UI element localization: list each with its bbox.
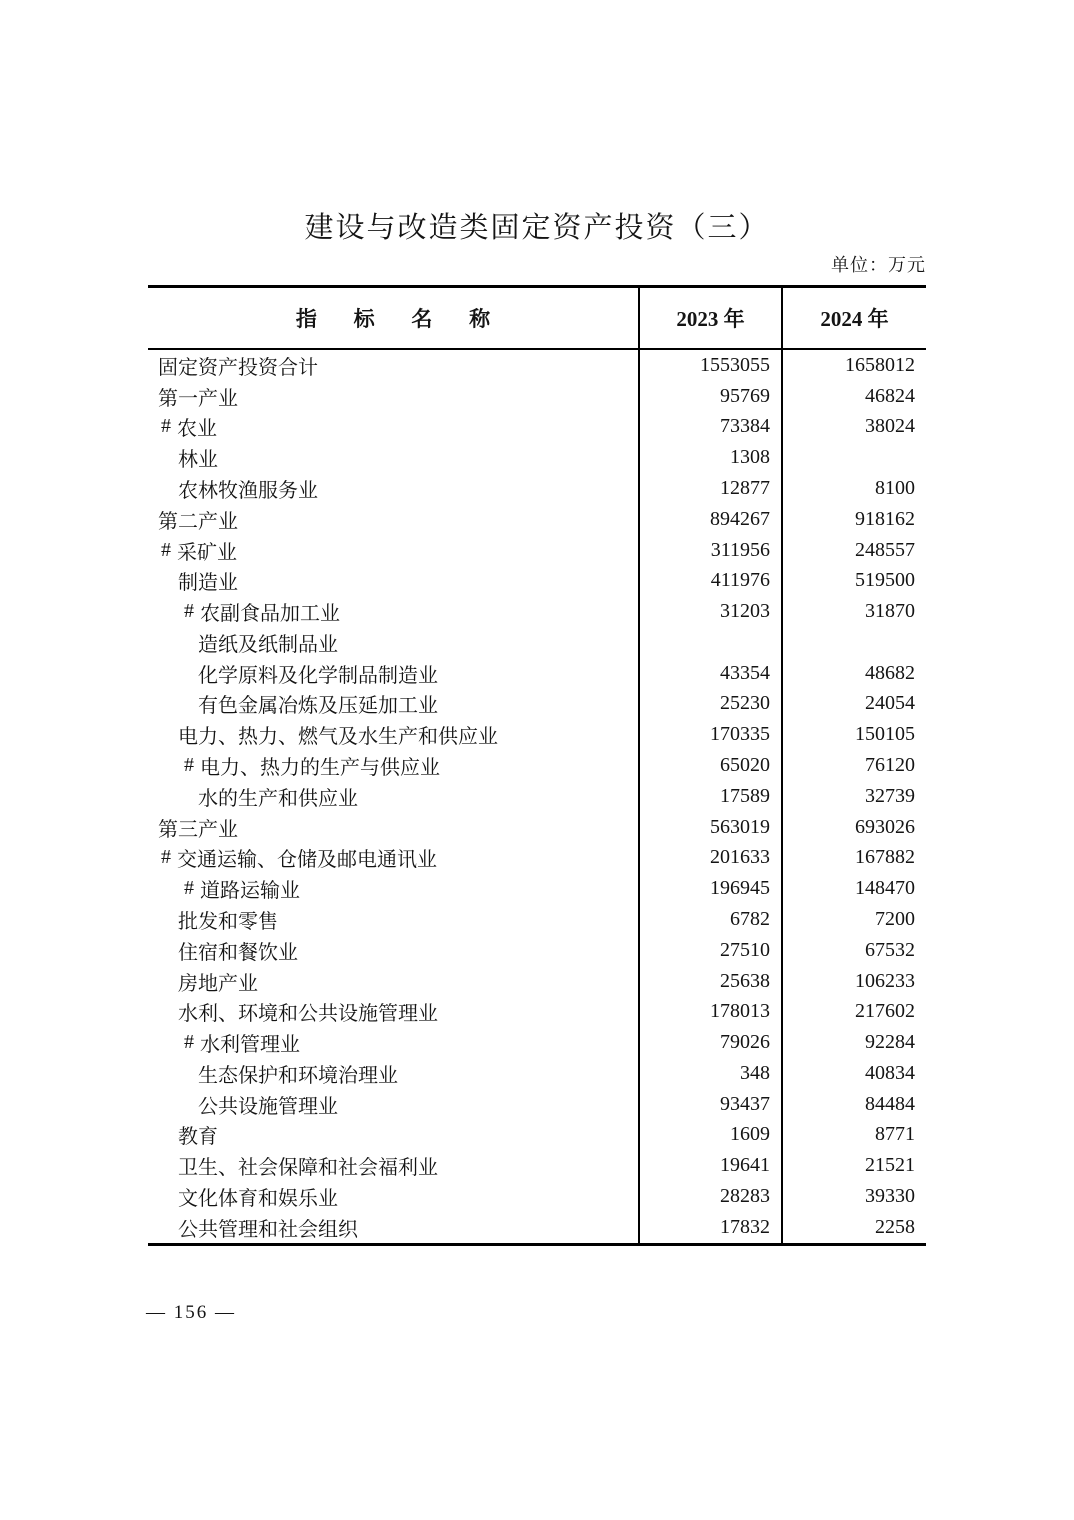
row-indicator-label: 批发和零售 <box>178 910 278 933</box>
row-indicator-label: 第三产业 <box>158 818 238 841</box>
row-indicator-cell <box>148 843 638 874</box>
table-row <box>148 535 926 566</box>
row-indicator-label: 第一产业 <box>158 387 238 410</box>
row-indicator-cell <box>148 1181 638 1212</box>
row-indicator-label: 文化体育和娱乐业 <box>178 1187 338 1210</box>
row-indicator-cell <box>148 596 638 627</box>
row-value-2023: 1308 <box>638 442 781 473</box>
row-value-2024: 1658012 <box>781 350 926 381</box>
table-row <box>148 627 926 658</box>
table-row <box>148 812 926 843</box>
row-indicator-label: 化学原料及化学制品制造业 <box>198 664 438 687</box>
table-row <box>148 1058 926 1089</box>
row-indicator-label: 住宿和餐饮业 <box>178 941 298 964</box>
page-title: 建设与改造类固定资产投资（三） <box>304 212 770 244</box>
row-indicator-cell <box>148 1120 638 1151</box>
row-value-2023: 27510 <box>638 935 781 966</box>
row-value-2024: 32739 <box>781 781 926 812</box>
row-value-2023: 1609 <box>638 1120 781 1151</box>
row-indicator-label: 公共设施管理业 <box>198 1095 338 1118</box>
row-indicator-label: 第二产业 <box>158 510 238 533</box>
page-number: — 156 — <box>146 1302 236 1323</box>
row-value-2023: 348 <box>638 1058 781 1089</box>
row-value-2024: 217602 <box>781 996 926 1027</box>
row-value-2024: 84484 <box>781 1089 926 1120</box>
row-value-2023: 170335 <box>638 719 781 750</box>
row-value-2023: 93437 <box>638 1089 781 1120</box>
row-value-2023: 894267 <box>638 504 781 535</box>
table-row <box>148 843 926 874</box>
hash-prefix: # <box>161 538 171 561</box>
row-indicator-label: 农林牧渔服务业 <box>178 480 318 503</box>
row-indicator-cell <box>148 904 638 935</box>
row-value-2024: 67532 <box>781 935 926 966</box>
row-indicator-label: 生态保护和环境治理业 <box>198 1064 398 1087</box>
row-indicator-cell <box>148 750 638 781</box>
row-indicator-cell <box>148 1150 638 1181</box>
row-value-2024: 918162 <box>781 504 926 535</box>
row-indicator-label: 公共管理和社会组织 <box>178 1218 358 1241</box>
row-indicator-label: 交通运输、仓储及邮电通讯业 <box>177 849 437 872</box>
row-value-2024: 248557 <box>781 535 926 566</box>
table-row <box>148 565 926 596</box>
row-value-2024: 48682 <box>781 658 926 689</box>
hash-prefix: # <box>184 754 194 777</box>
row-value-2024: 24054 <box>781 689 926 720</box>
table-row <box>148 1089 926 1120</box>
row-indicator-label: 采矿业 <box>177 541 237 564</box>
table-row <box>148 412 926 443</box>
row-indicator-cell <box>148 812 638 843</box>
row-value-2023: 17832 <box>638 1212 781 1243</box>
table-row <box>148 996 926 1027</box>
row-indicator-label: 农副食品加工业 <box>200 603 340 626</box>
table-row <box>148 750 926 781</box>
row-indicator-cell <box>148 1058 638 1089</box>
table-row <box>148 658 926 689</box>
table-row <box>148 781 926 812</box>
row-value-2023: 25638 <box>638 966 781 997</box>
row-value-2024 <box>781 627 926 658</box>
table-body <box>148 350 926 1243</box>
row-indicator-label: 林业 <box>178 449 218 472</box>
row-indicator-label: 房地产业 <box>178 972 258 995</box>
row-indicator-label: 水的生产和供应业 <box>198 787 358 810</box>
row-value-2023: 12877 <box>638 473 781 504</box>
row-indicator-cell <box>148 350 638 381</box>
column-header-2024: 2024 年 <box>781 288 926 348</box>
row-indicator-label: 电力、热力、燃气及水生产和供应业 <box>178 726 498 749</box>
hash-prefix: # <box>184 1031 194 1054</box>
row-indicator-label: 制造业 <box>178 572 238 595</box>
row-indicator-label: 有色金属冶炼及压延加工业 <box>198 695 438 718</box>
row-indicator-label: 水利管理业 <box>200 1034 300 1057</box>
table-row <box>148 473 926 504</box>
unit-label: 单位：万元 <box>831 255 926 275</box>
row-value-2024: 2258 <box>781 1212 926 1243</box>
row-value-2024: 39330 <box>781 1181 926 1212</box>
row-value-2023: 201633 <box>638 843 781 874</box>
row-indicator-cell <box>148 473 638 504</box>
row-value-2023 <box>638 627 781 658</box>
row-indicator-cell <box>148 966 638 997</box>
row-indicator-cell <box>148 996 638 1027</box>
table-row <box>148 689 926 720</box>
row-value-2023: 6782 <box>638 904 781 935</box>
row-indicator-cell <box>148 1027 638 1058</box>
row-indicator-label: 道路运输业 <box>200 880 300 903</box>
row-indicator-cell <box>148 565 638 596</box>
row-indicator-label: 造纸及纸制品业 <box>198 633 338 656</box>
row-value-2023: 311956 <box>638 535 781 566</box>
row-value-2024: 8771 <box>781 1120 926 1151</box>
row-value-2024: 76120 <box>781 750 926 781</box>
row-value-2024: 693026 <box>781 812 926 843</box>
row-value-2024: 92284 <box>781 1027 926 1058</box>
hash-prefix: # <box>161 415 171 438</box>
table-row <box>148 596 926 627</box>
indicator-header-text: 指标名称 <box>295 307 527 331</box>
row-value-2023: 28283 <box>638 1181 781 1212</box>
row-indicator-cell <box>148 658 638 689</box>
row-value-2024: 46824 <box>781 381 926 412</box>
column-header-2023: 2023 年 <box>638 288 781 348</box>
table-row <box>148 442 926 473</box>
row-value-2023: 79026 <box>638 1027 781 1058</box>
table-row <box>148 1181 926 1212</box>
row-value-2023: 73384 <box>638 412 781 443</box>
row-value-2023: 178013 <box>638 996 781 1027</box>
row-value-2023: 411976 <box>638 565 781 596</box>
row-indicator-label: 电力、热力的生产与供应业 <box>200 757 440 780</box>
row-value-2023: 31203 <box>638 596 781 627</box>
row-value-2024: 150105 <box>781 719 926 750</box>
row-value-2023: 1553055 <box>638 350 781 381</box>
row-indicator-label: 农业 <box>177 418 217 441</box>
table-row <box>148 873 926 904</box>
row-value-2023: 43354 <box>638 658 781 689</box>
row-value-2024: 31870 <box>781 596 926 627</box>
table-header-row <box>148 288 926 350</box>
table-row <box>148 935 926 966</box>
row-indicator-label: 卫生、社会保障和社会福利业 <box>178 1157 438 1180</box>
table-row <box>148 904 926 935</box>
row-value-2023: 17589 <box>638 781 781 812</box>
row-value-2023: 65020 <box>638 750 781 781</box>
row-value-2024: 106233 <box>781 966 926 997</box>
table-row <box>148 1212 926 1243</box>
table-row <box>148 504 926 535</box>
row-value-2023: 563019 <box>638 812 781 843</box>
row-indicator-cell <box>148 781 638 812</box>
table-row <box>148 966 926 997</box>
row-indicator-cell <box>148 381 638 412</box>
row-value-2024: 40834 <box>781 1058 926 1089</box>
table-row <box>148 1027 926 1058</box>
column-header-indicator-name <box>148 288 638 348</box>
row-value-2023: 25230 <box>638 689 781 720</box>
row-indicator-label: 固定资产投资合计 <box>158 356 318 379</box>
row-indicator-cell <box>148 935 638 966</box>
row-indicator-cell <box>148 412 638 443</box>
table-row <box>148 1150 926 1181</box>
row-value-2024: 8100 <box>781 473 926 504</box>
row-value-2023: 95769 <box>638 381 781 412</box>
investment-table <box>148 285 926 1246</box>
row-value-2024 <box>781 442 926 473</box>
row-value-2024: 148470 <box>781 873 926 904</box>
row-indicator-label: 水利、环境和公共设施管理业 <box>178 1003 438 1026</box>
row-indicator-cell <box>148 873 638 904</box>
row-value-2024: 167882 <box>781 843 926 874</box>
hash-prefix: # <box>184 600 194 623</box>
row-indicator-cell <box>148 719 638 750</box>
hash-prefix: # <box>184 877 194 900</box>
row-indicator-cell <box>148 1089 638 1120</box>
row-value-2024: 7200 <box>781 904 926 935</box>
row-indicator-cell <box>148 535 638 566</box>
row-indicator-cell <box>148 504 638 535</box>
row-indicator-cell <box>148 627 638 658</box>
table-row <box>148 350 926 381</box>
row-value-2023: 19641 <box>638 1150 781 1181</box>
hash-prefix: # <box>161 846 171 869</box>
row-value-2023: 196945 <box>638 873 781 904</box>
row-value-2024: 38024 <box>781 412 926 443</box>
row-indicator-cell <box>148 442 638 473</box>
table-row <box>148 719 926 750</box>
table-row <box>148 381 926 412</box>
row-indicator-cell <box>148 689 638 720</box>
table-row <box>148 1120 926 1151</box>
row-value-2024: 519500 <box>781 565 926 596</box>
row-value-2024: 21521 <box>781 1150 926 1181</box>
row-indicator-cell <box>148 1212 638 1243</box>
row-indicator-label: 教育 <box>178 1126 218 1149</box>
